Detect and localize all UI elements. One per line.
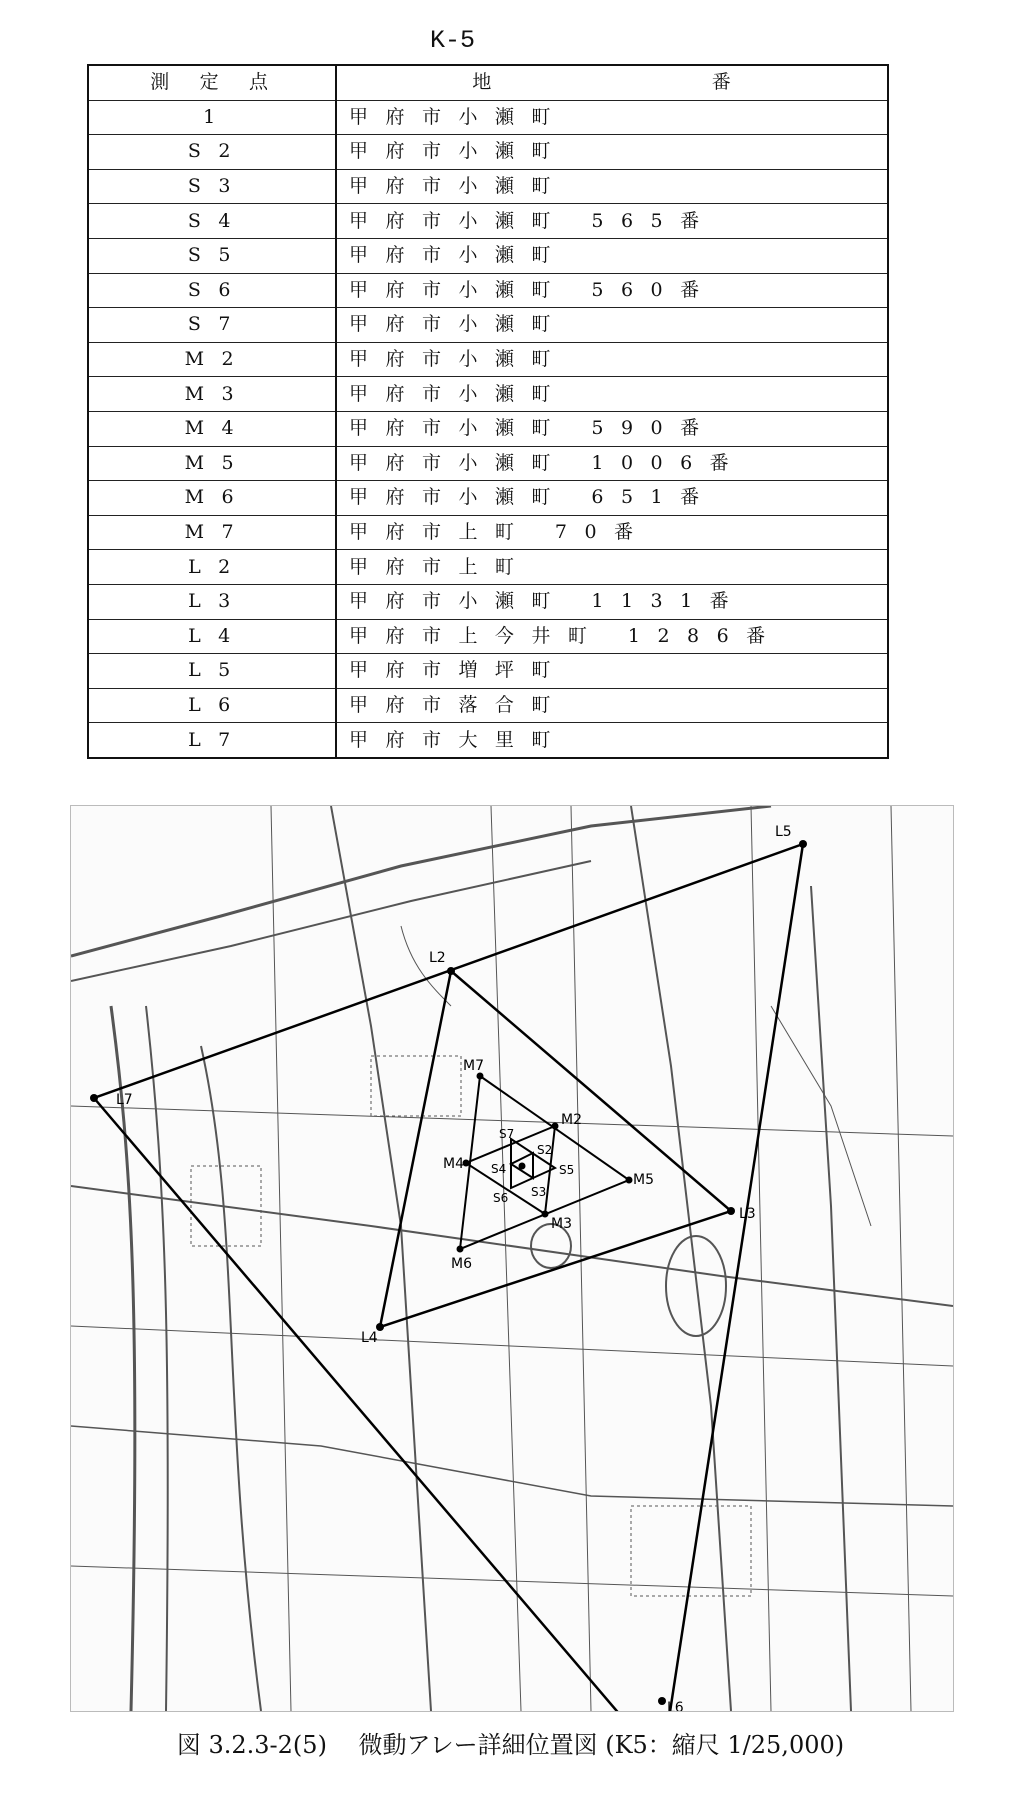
label-M4: M4 xyxy=(443,1156,464,1172)
cell-lot-number: 甲府市上町 70番 xyxy=(336,515,888,550)
table-row xyxy=(88,100,888,135)
cell-lot-number: 甲府市上町 xyxy=(336,550,888,585)
table-row xyxy=(88,688,888,723)
table-row xyxy=(88,377,888,412)
cell-measurement-point: M 6 xyxy=(88,481,336,516)
cell-measurement-point: S 5 xyxy=(88,238,336,273)
label-M3: M3 xyxy=(551,1216,572,1232)
cell-measurement-point: S 2 xyxy=(88,135,336,170)
table-row xyxy=(88,411,888,446)
cell-measurement-point: S 4 xyxy=(88,204,336,239)
table-row xyxy=(88,654,888,689)
cell-lot-number: 甲府市小瀬町 xyxy=(336,135,888,170)
table-row xyxy=(88,550,888,585)
cell-measurement-point: L 2 xyxy=(88,550,336,585)
label-M6: M6 xyxy=(451,1256,472,1272)
cell-measurement-point: M 7 xyxy=(88,515,336,550)
label-S4: S4 xyxy=(491,1162,507,1176)
header-lot-number: 地 番 xyxy=(336,65,888,100)
table-row xyxy=(88,135,888,170)
cell-measurement-point: L 4 xyxy=(88,619,336,654)
cell-lot-number: 甲府市小瀬町 651番 xyxy=(336,481,888,516)
cell-measurement-point: S 6 xyxy=(88,273,336,308)
header-measurement-point: 測 定 点 xyxy=(88,65,336,100)
cell-lot-number: 甲府市小瀬町 xyxy=(336,308,888,343)
cell-lot-number: 甲府市増坪町 xyxy=(336,654,888,689)
table-row xyxy=(88,723,888,758)
label-S6: S6 xyxy=(493,1191,509,1205)
table-row xyxy=(88,481,888,516)
point-S1 xyxy=(519,1163,526,1170)
cell-lot-number: 甲府市小瀬町 xyxy=(336,238,888,273)
point-M5 xyxy=(626,1177,633,1184)
page-title: K-5 xyxy=(429,26,475,55)
cell-lot-number: 甲府市落合町 xyxy=(336,688,888,723)
table-row xyxy=(88,342,888,377)
point-L6 xyxy=(658,1697,666,1705)
point-L2 xyxy=(447,967,455,975)
label-M2: M2 xyxy=(561,1112,582,1128)
cell-measurement-point: S 3 xyxy=(88,169,336,204)
point-L7 xyxy=(90,1094,98,1102)
cell-lot-number: 甲府市小瀬町 565番 xyxy=(336,204,888,239)
table-header-row xyxy=(88,65,888,100)
cell-lot-number: 甲府市小瀬町 1006番 xyxy=(336,446,888,481)
cell-lot-number: 甲府市小瀬町 1131番 xyxy=(336,584,888,619)
cell-measurement-point: L 5 xyxy=(88,654,336,689)
cell-measurement-point: M 4 xyxy=(88,411,336,446)
label-M5: M5 xyxy=(633,1172,654,1188)
cell-lot-number: 甲府市小瀬町 xyxy=(336,100,888,135)
cell-lot-number: 甲府市小瀬町 560番 xyxy=(336,273,888,308)
label-L3: L3 xyxy=(739,1206,756,1222)
cell-measurement-point: L 6 xyxy=(88,688,336,723)
table-row xyxy=(88,204,888,239)
cell-measurement-point: M 5 xyxy=(88,446,336,481)
cell-lot-number: 甲府市大里町 xyxy=(336,723,888,758)
table-row xyxy=(88,308,888,343)
table-row xyxy=(88,515,888,550)
point-L3 xyxy=(727,1207,735,1215)
table-row xyxy=(88,446,888,481)
table-row xyxy=(88,584,888,619)
label-L4: L4 xyxy=(361,1330,378,1346)
label-S5: S5 xyxy=(559,1163,575,1177)
cell-measurement-point: M 2 xyxy=(88,342,336,377)
table-row xyxy=(88,169,888,204)
label-S7: S7 xyxy=(499,1127,515,1141)
label-L2: L2 xyxy=(429,950,446,966)
table-row xyxy=(88,273,888,308)
table-row xyxy=(88,619,888,654)
cell-measurement-point: L 3 xyxy=(88,584,336,619)
cell-lot-number: 甲府市小瀬町 590番 xyxy=(336,411,888,446)
measurement-point-table xyxy=(87,64,889,759)
label-L7: L7 xyxy=(116,1092,133,1108)
label-L6: L6 xyxy=(667,1700,684,1711)
point-M2 xyxy=(552,1123,559,1130)
map-figure xyxy=(71,806,953,1711)
cell-lot-number: 甲府市上今井町 1286番 xyxy=(336,619,888,654)
label-M7: M7 xyxy=(463,1058,484,1074)
figure-caption: 図 3.2.3-2(5) 微動アレー詳細位置図 (K5：縮尺 1/25,000) xyxy=(176,1731,845,1759)
label-S2: S2 xyxy=(537,1143,553,1157)
cell-lot-number: 甲府市小瀬町 xyxy=(336,377,888,412)
cell-measurement-point: L 7 xyxy=(88,723,336,758)
point-L5 xyxy=(799,840,807,848)
cell-measurement-point: S 7 xyxy=(88,308,336,343)
point-M6 xyxy=(457,1246,464,1253)
map-background xyxy=(71,806,953,1711)
label-L5: L5 xyxy=(775,824,792,840)
table-row xyxy=(88,238,888,273)
cell-lot-number: 甲府市小瀬町 xyxy=(336,342,888,377)
point-M3 xyxy=(542,1211,549,1218)
cell-measurement-point: 1 xyxy=(88,100,336,135)
cell-measurement-point: M 3 xyxy=(88,377,336,412)
array-location-map xyxy=(70,805,954,1712)
label-S3: S3 xyxy=(531,1185,547,1199)
cell-lot-number: 甲府市小瀬町 xyxy=(336,169,888,204)
